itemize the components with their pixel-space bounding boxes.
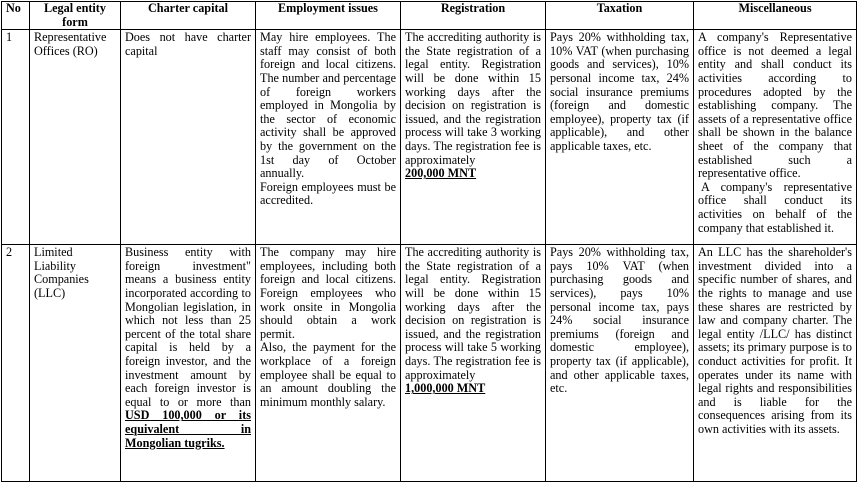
cell-charter-capital <box>121 245 256 482</box>
cell-taxation: Pays 20% withholding tax, 10% VAT (when purchasing goods and services), 10% personal income tax, 24% social insurance premiums (foreign and domestic employee), property tax (if applicable), and other applicable taxes, etc. <box>546 30 694 245</box>
cell-employment-issues <box>256 30 401 245</box>
charter-capital-text: Does not have charter capital <box>125 30 251 58</box>
registration-text: The accrediting authority is the State registration of a legal entity. Registration will be done within 15 working days after the decision on registration is issued, and the registration process will take 3 working days. The registration fee is approximately <box>405 30 541 167</box>
cell-legal-entity-form: Limited Liability Companies (LLC) <box>30 245 121 482</box>
cell-taxation: Pays 20% withholding tax, pays 10% VAT (when purchasing goods and services), pays 10% personal income tax, pays 24% social insurance premiums (foreign and domestic employee), property tax (if applicable), and other applicable taxes, etc. <box>546 245 694 482</box>
miscellaneous-paragraph: An LLC has the shareholder's investment divided into a specific number of shares, and the rights to manage and use these shares are restricted by law and company charter. The legal entity /LLC/ has distinct assets; its primary purpose is to conduct activities for profit. It operates under its name with legal rights and responsibilities and is liable for the consequences arising from its own activities with its assets. <box>698 245 852 436</box>
header-no: No <box>2 2 30 30</box>
table-row <box>2 245 857 482</box>
charter-capital-amount: USD 100,000 or its equivalent in Mongolian tugriks. <box>125 408 251 450</box>
header-employment-issues: Employment issues <box>256 2 401 30</box>
header-legal-entity-form: Legal entity form <box>30 2 121 30</box>
employment-paragraph: Foreign employees must be accredited. <box>260 179 396 208</box>
header-taxation: Taxation <box>546 2 694 30</box>
cell-miscellaneous <box>694 245 857 482</box>
registration-fee: 200,000 MNT <box>405 166 477 181</box>
registration-text: The accrediting authority is the State registration of a legal entity. Registration will be done within 15 working days after the decision on registration is issued, and the registration process will take 5 working days. The registration fee is approximately <box>405 245 541 382</box>
cell-no: 1 <box>2 30 30 245</box>
header-charter-capital: Charter capital <box>121 2 256 30</box>
miscellaneous-paragraph: A company's representative office shall conduct its activities on behalf of the company that established it. <box>698 179 852 235</box>
cell-employment-issues <box>256 245 401 482</box>
header-miscellaneous: Miscellaneous <box>694 2 857 30</box>
cell-no: 2 <box>2 245 30 482</box>
employment-paragraph: The company may hire employees, including both foreign and local citizens. Foreign employees who work onsite in Mongolia should obtain a work permit. <box>260 245 396 341</box>
charter-capital-text: Business entity with foreign investment" means a business entity incorporated according to Mongolian legislation, in which not less than 25 percent of the total share capital is held by a foreign investor, and the investment amount by each foreign investor is equal to or more than <box>125 245 251 409</box>
registration-fee: 1,000,000 MNT <box>405 381 486 396</box>
header-row <box>2 2 857 30</box>
cell-registration <box>401 245 546 482</box>
legal-entity-comparison-table <box>1 1 857 482</box>
cell-registration <box>401 30 546 245</box>
employment-paragraph: Also, the payment for the workplace of a foreign employee shall be equal to an amount doubling the minimum monthly salary. <box>260 340 396 409</box>
employment-paragraph: May hire employees. The staff may consist of both foreign and local citizens. The number and percentage of foreign workers employed in Mongolia by the sector of economic activity shall be approved by the government on the 1st day of October annually. <box>260 30 396 181</box>
cell-charter-capital <box>121 30 256 245</box>
table-row <box>2 30 857 245</box>
cell-miscellaneous <box>694 30 857 245</box>
header-registration: Registration <box>401 2 546 30</box>
cell-legal-entity-form: Representative Offices (RO) <box>30 30 121 245</box>
miscellaneous-paragraph: A company's Representative office is not deemed a legal entity and shall conduct its activities according to procedures adopted by the establishing company. The assets of a representative office shall be shown in the balance sheet of the company that established such a representative office. <box>698 30 852 181</box>
